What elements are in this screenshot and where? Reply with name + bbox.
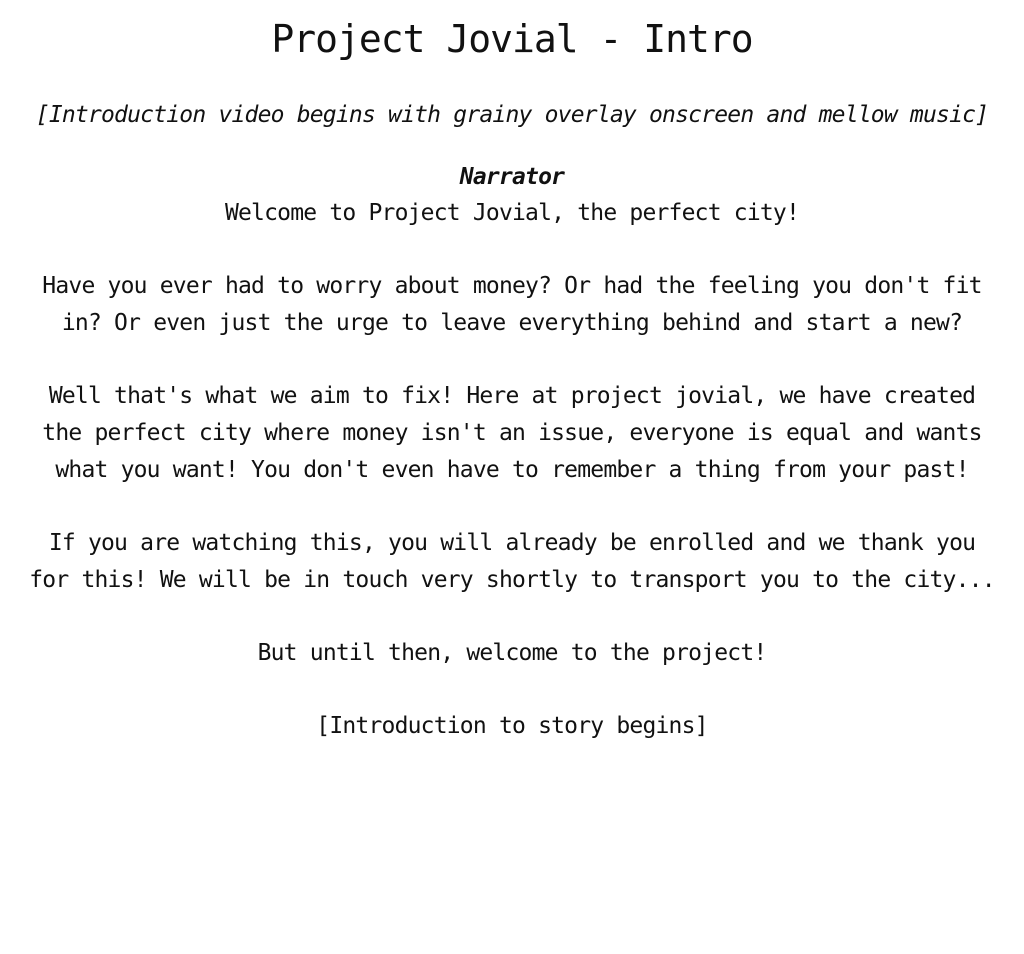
dialogue-line-welcome-project: But until then, welcome to the project! <box>257 640 767 666</box>
closing-stage-direction: [Introduction to story begins] <box>316 713 708 739</box>
dialogue-line-questions: Have you ever had to worry about money? Or had the feeling you don't fit in? Or even just the urge to leave everything behind and start a new? <box>42 273 982 336</box>
page-title: Project Jovial - Intro <box>271 17 753 61</box>
dialogue-line-welcome: Welcome to Project Jovial, the perfect city! <box>224 200 800 226</box>
opening-stage-direction: [Introduction video begins with grainy overlay onscreen and mellow music] <box>35 102 989 128</box>
speaker-name: Narrator <box>459 164 565 190</box>
dialogue-line-aim: Well that's what we aim to fix! Here at project jovial, we have created the perfect city where money isn't an issue, everyone is equal and wants what you want! You don't even have to remember a thing from your past! <box>42 383 982 483</box>
dialogue-line-enrolled: If you are watching this, you will already be enrolled and we thank you for this! We will be in touch very shortly to transport you to the city... <box>29 530 995 593</box>
